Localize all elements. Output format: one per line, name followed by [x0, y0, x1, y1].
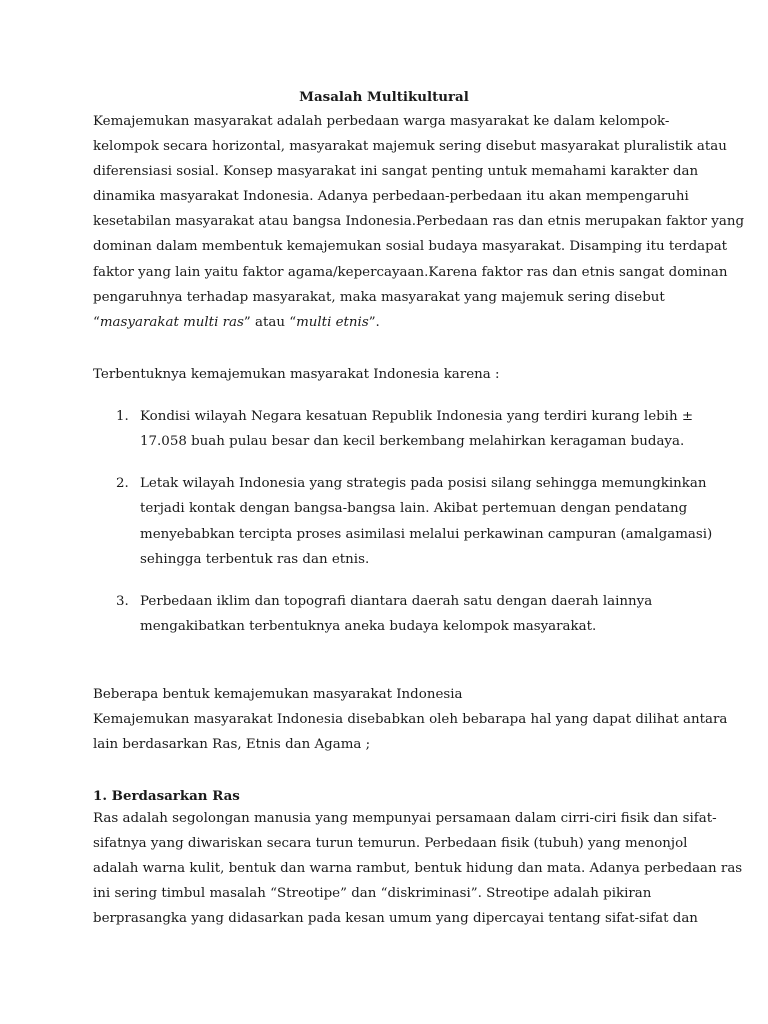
quote-mark: “ — [93, 314, 100, 330]
document-title: Masalah Multikultural — [299, 89, 469, 105]
intro-line: pengaruhnya terhadap masyarakat, maka masyarakat yang majemuk sering disebut — [93, 289, 665, 305]
italic-term: masyarakat multi ras — [99, 314, 244, 330]
section-line: adalah warna kulit, bentuk dan warna rambut, bentuk hidung dan mata. Adanya perbedaan ras — [93, 861, 743, 877]
intro-paragraph — [93, 109, 745, 335]
inline-text: ”. — [368, 314, 380, 330]
section-heading: 1. Berdasarkan Ras — [93, 788, 240, 804]
italic-term: multi etnis — [296, 314, 369, 330]
forms-paragraph — [93, 682, 728, 757]
intro-line: kesetabilan masyarakat atau bangsa Indonesia.Perbedaan ras dan etnis merupakan faktor yang — [93, 214, 745, 230]
section-line: Ras adalah segolongan manusia yang mempunyai persamaan dalam cirri-ciri fisik dan sifat- — [93, 811, 717, 826]
section-line: berprasangka yang didasarkan pada kesan umum yang dipercayai tentang sifat-sifat dan — [93, 911, 698, 927]
list-item — [140, 404, 700, 455]
list-item-line: terjadi kontak dengan bangsa-bangsa lain. Akibat pertemuan dengan pendatang — [140, 501, 688, 517]
list-item-line: Kondisi wilayah Negara kesatuan Republik Indonesia yang terdiri kurang lebih ± — [140, 409, 694, 424]
intro-line: dinamika masyarakat Indonesia. Adanya perbedaan-perbedaan itu akan mempengaruhi — [93, 189, 689, 205]
list-item-line: mengakibatkan terbentuknya aneka budaya kelompok masyarakat. — [140, 619, 597, 635]
quote-mark: ” — [243, 314, 251, 330]
intro-line: dominan dalam membentuk kemajemukan sosial budaya masyarakat. Disamping itu terdapat — [93, 239, 728, 255]
list-item-line: Letak wilayah Indonesia yang strategis pada posisi silang sehingga memungkinkan — [140, 476, 707, 491]
intro-line: kelompok secara horizontal, masyarakat majemuk sering disebut masyarakat pluralistik atau — [93, 139, 727, 155]
list-number: 3. — [116, 594, 129, 609]
forms-heading: Beberapa bentuk kemajemukan masyarakat Indonesia — [93, 687, 463, 702]
list-item-line: sehingga terbentuk ras dan etnis. — [140, 551, 370, 567]
section-paragraph — [93, 806, 743, 931]
list-item-line: 17.058 buah pulau besar dan kecil berkembang melahirkan keragaman budaya. — [140, 434, 685, 450]
section-line: ini sering timbul masalah “Streotipe” dan “diskriminasi”. Streotipe adalah pikiran — [93, 886, 652, 902]
inline-text: atau “ — [250, 314, 297, 330]
list-item-line: menyebabkan tercipta proses asimilasi melalui perkawinan campuran (amalgamasi) — [140, 526, 713, 542]
intro-last-line — [93, 310, 689, 335]
list-item — [140, 471, 713, 572]
section-line: sifatnya yang diwariskan secara turun temurun. Perbedaan fisik (tubuh) yang menonjol — [93, 836, 688, 852]
intro-line: diferensiasi sosial. Konsep masyarakat ini sangat penting untuk memahami karakter dan — [93, 164, 699, 180]
list-number: 1. — [116, 409, 129, 424]
list-item-line: Perbedaan iklim dan topografi diantara daerah satu dengan daerah lainnya — [140, 594, 653, 609]
list-number: 2. — [116, 476, 129, 491]
intro-line: faktor yang lain yaitu faktor agama/kepercayaan.Karena faktor ras dan etnis sangat dominan — [93, 264, 728, 280]
forms-line: lain berdasarkan Ras, Etnis dan Agama ; — [93, 737, 371, 753]
intro-line: Kemajemukan masyarakat adalah perbedaan warga masyarakat ke dalam kelompok- — [93, 114, 670, 129]
causes-heading: Terbentuknya kemajemukan masyarakat Indonesia karena : — [93, 367, 500, 382]
list-item — [140, 589, 700, 640]
forms-line: Kemajemukan masyarakat Indonesia disebabkan oleh bebarapa hal yang dapat dilihat antara — [93, 712, 728, 728]
